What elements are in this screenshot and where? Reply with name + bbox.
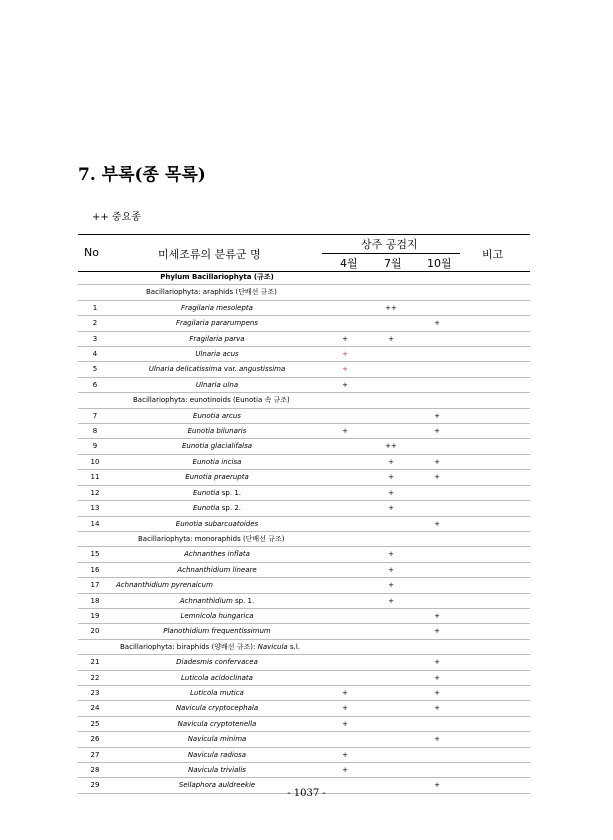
species-name [112,732,322,747]
occurrence-m10 [414,439,460,454]
text-part: Ulnaria delicatissima [148,365,222,374]
row-no: 14 [78,516,112,531]
text-part: Achnanthidium pyrenaicum [116,581,213,590]
occurrence-m10: + [414,516,460,531]
phylum-label [112,270,322,285]
header-sites-rule [322,253,460,254]
occurrence-m10: + [414,701,460,716]
occurrence-m7 [368,347,414,362]
species-table [78,270,530,794]
table-row [78,408,530,423]
text-part: Bacillariophyta: eunotinoids (Eunotia 속 규조) [133,396,290,405]
note-cell [460,470,530,485]
table-row [78,501,530,516]
text-part: var. [221,365,239,374]
occurrence-m10 [414,747,460,762]
group-label [78,285,530,300]
text-part: sp. 1. [219,488,241,497]
occurrence-m10: + [414,424,460,439]
text-part: Sellaphora auldreekie [178,781,256,790]
occurrence-m10: + [414,670,460,685]
note-cell [460,608,530,623]
species-name [112,763,322,778]
text-part: Eunotia [192,488,220,497]
text-part: Eunotia incisa [192,457,242,466]
empty-cell [460,270,530,285]
species-name [112,501,322,516]
occurrence-m7 [368,655,414,670]
text-part: Achnanthidium lineare [177,565,257,574]
table-row [78,331,530,346]
row-no: 23 [78,685,112,700]
header-no: No [84,246,99,259]
page-title: 7. 부록(종 목록) [78,165,206,185]
occurrence-m4 [322,562,368,577]
table-row [78,578,530,593]
species-name [112,362,322,377]
note-cell [460,485,530,500]
text-part: Lemnicola hungarica [180,611,254,620]
text-part: Ulnaria acus [195,350,239,359]
occurrence-m4 [322,624,368,639]
occurrence-m4 [322,608,368,623]
row-no: 8 [78,424,112,439]
occurrence-m4: + [322,763,368,778]
species-name [112,624,322,639]
group-label [78,531,530,546]
row-no: 28 [78,763,112,778]
occurrence-m4: + [322,362,368,377]
row-no: 3 [78,331,112,346]
note-cell [460,347,530,362]
species-name [112,331,322,346]
text-part: Eunotia bilunaris [187,427,247,436]
note-cell [460,362,530,377]
note-cell [460,547,530,562]
occurrence-m7: + [368,501,414,516]
occurrence-m7 [368,670,414,685]
occurrence-m7 [368,716,414,731]
text-part: Achnanthidium [179,596,233,605]
species-name [112,716,322,731]
table-row [78,716,530,731]
table-row [78,562,530,577]
table-row [78,732,530,747]
table-row [78,362,530,377]
text-part: Navicula radiosa [187,750,247,759]
species-name [112,408,322,423]
table-row [78,624,530,639]
occurrence-m7: + [368,454,414,469]
occurrence-m10: + [414,408,460,423]
note-cell [460,732,530,747]
row-no: 17 [78,578,112,593]
occurrence-m7: + [368,562,414,577]
table-row [78,316,530,331]
note-cell [460,624,530,639]
occurrence-m10: + [414,454,460,469]
occurrence-m4 [322,578,368,593]
occurrence-m7: + [368,470,414,485]
occurrence-m4 [322,454,368,469]
row-no: 11 [78,470,112,485]
occurrence-m7 [368,316,414,331]
text-part: Eunotia subarcuatoides [175,519,259,528]
row-no: 25 [78,716,112,731]
text-part: Planothidium frequentissimum [163,627,271,636]
table-row [78,547,530,562]
occurrence-m10 [414,331,460,346]
legend-important-species: ++ 중요종 [92,212,141,223]
row-no: 18 [78,593,112,608]
text-part: Eunotia praerupta [185,473,249,482]
text-part: Eunotia glacialifalsa [181,442,253,451]
table-row [78,300,530,315]
occurrence-m7 [368,763,414,778]
text-part: s.l. [287,642,301,651]
occurrence-m7 [368,408,414,423]
species-name [112,747,322,762]
note-cell [460,300,530,315]
row-no: 2 [78,316,112,331]
species-name [112,516,322,531]
text-part: Ulnaria ulna [195,380,239,389]
text-part: Bacillariophyta: monoraphids (단배선 규조) [138,534,285,543]
text-part: Navicula trivialis [188,766,246,774]
note-cell [460,377,530,392]
note-cell [460,562,530,577]
table-row [78,454,530,469]
occurrence-m7: + [368,593,414,608]
occurrence-m10 [414,485,460,500]
row-no [78,270,112,285]
row-no: 26 [78,732,112,747]
species-name [112,685,322,700]
occurrence-m7: ++ [368,439,414,454]
occurrence-m7: + [368,331,414,346]
note-cell [460,655,530,670]
note-cell [460,716,530,731]
text-part: Fragilaria pararumpens [175,319,259,328]
row-no: 15 [78,547,112,562]
occurrence-m4: + [322,701,368,716]
species-name [112,547,322,562]
group-row [78,531,530,546]
table-row [78,593,530,608]
table-row [78,670,530,685]
occurrence-m10 [414,578,460,593]
table-row [78,763,530,778]
row-no: 7 [78,408,112,423]
text-part: Eunotia [192,504,220,513]
row-no: 24 [78,701,112,716]
row-no: 5 [78,362,112,377]
group-row [78,285,530,300]
occurrence-m7 [368,608,414,623]
note-cell [460,701,530,716]
row-no: 10 [78,454,112,469]
species-name [112,670,322,685]
table-row [78,377,530,392]
table-row [78,470,530,485]
table-row [78,701,530,716]
text-part: Navicula [257,642,288,651]
species-name [112,377,322,392]
occurrence-m10 [414,377,460,392]
occurrence-m10 [414,300,460,315]
text-part: Bacillariophyta: biraphids (양배선 규조): [120,642,258,651]
occurrence-m7 [368,685,414,700]
occurrence-m4 [322,408,368,423]
text-part: Fragilaria mesolepta [181,303,253,312]
table-row [78,516,530,531]
species-name [112,347,322,362]
occurrence-m10: + [414,685,460,700]
row-no: 21 [78,655,112,670]
note-cell [460,747,530,762]
table-row [78,655,530,670]
occurrence-m7 [368,377,414,392]
note-cell [460,516,530,531]
empty-cell [414,270,460,285]
row-no: 29 [78,778,112,793]
text-part: Fragilaria parva [189,334,245,343]
text-part: Navicula minima [187,735,247,744]
text-part: sp. 2. [219,504,241,513]
empty-cell [322,270,368,285]
row-no: 1 [78,300,112,315]
occurrence-m7: + [368,485,414,500]
header-taxon: 미세조류의 분류군 명 [158,248,261,261]
header-note: 비고 [482,248,504,261]
occurrence-m7 [368,747,414,762]
row-no: 9 [78,439,112,454]
row-no: 6 [78,377,112,392]
occurrence-m10: + [414,470,460,485]
occurrence-m4: + [322,424,368,439]
species-name [112,316,322,331]
row-no: 16 [78,562,112,577]
occurrence-m10 [414,501,460,516]
note-cell [460,408,530,423]
occurrence-m7 [368,362,414,377]
species-name [112,470,322,485]
text-part: sp. 1. [232,596,255,605]
row-no: 20 [78,624,112,639]
text-part: Luticola acidoclinata [181,673,253,682]
occurrence-m10 [414,562,460,577]
occurrence-m7: + [368,578,414,593]
occurrence-m10: + [414,624,460,639]
occurrence-m4 [322,732,368,747]
note-cell [460,439,530,454]
text-part: Navicula cryptotenella [177,719,257,728]
occurrence-m7 [368,516,414,531]
occurrence-m10: + [414,316,460,331]
header-month-4: 4월 [340,257,358,270]
occurrence-m4 [322,501,368,516]
species-table-body [78,270,530,793]
row-no: 22 [78,670,112,685]
note-cell [460,670,530,685]
occurrence-m4 [322,439,368,454]
table-row [78,439,530,454]
occurrence-m4: + [322,377,368,392]
note-cell [460,578,530,593]
text-part: Diadesmis confervacea [176,658,258,667]
occurrence-m4 [322,547,368,562]
phylum-text: Phylum Bacillariophyta (규조) [160,273,274,281]
occurrence-m4 [322,485,368,500]
occurrence-m4 [322,655,368,670]
species-name [112,439,322,454]
occurrence-m10 [414,763,460,778]
row-no: 27 [78,747,112,762]
note-cell [460,454,530,469]
group-label [78,639,530,654]
species-name [112,424,322,439]
occurrence-m4 [322,470,368,485]
group-row [78,639,530,654]
occurrence-m10: + [414,778,460,793]
species-name [112,578,322,593]
species-name [112,608,322,623]
occurrence-m10: + [414,655,460,670]
row-no: 13 [78,501,112,516]
note-cell [460,593,530,608]
occurrence-m10 [414,347,460,362]
note-cell [460,424,530,439]
table-row [78,747,530,762]
note-cell [460,763,530,778]
species-name [112,655,322,670]
text-part: Eunotia arcus [193,411,241,420]
occurrence-m7 [368,701,414,716]
occurrence-m4 [322,316,368,331]
occurrence-m4: + [322,685,368,700]
species-name [112,485,322,500]
table-row [78,485,530,500]
occurrence-m7: ++ [368,300,414,315]
occurrence-m4: + [322,747,368,762]
occurrence-m4: + [322,331,368,346]
occurrence-m10 [414,716,460,731]
group-row [78,393,530,408]
occurrence-m4: + [322,716,368,731]
phylum-row [78,270,530,285]
species-name [112,701,322,716]
occurrence-m4 [322,593,368,608]
occurrence-m4 [322,300,368,315]
text-part: angustissima [239,365,286,374]
text-part: Bacillariophyta: araphids (단배선 규조) [146,288,277,297]
note-cell [460,331,530,346]
occurrence-m4 [322,516,368,531]
row-no: 19 [78,608,112,623]
header-month-7: 7월 [384,257,402,270]
header-sites: 상주 공검지 [361,238,418,251]
occurrence-m10 [414,362,460,377]
species-name [112,454,322,469]
species-name [112,562,322,577]
group-label [78,393,530,408]
occurrence-m10: + [414,732,460,747]
note-cell [460,685,530,700]
occurrence-m10 [414,593,460,608]
occurrence-m4: + [322,347,368,362]
row-no: 4 [78,347,112,362]
row-no: 12 [78,485,112,500]
page-number: - 1037 - [287,788,326,799]
note-cell [460,501,530,516]
occurrence-m7 [368,624,414,639]
table-row [78,347,530,362]
occurrence-m7 [368,424,414,439]
occurrence-m7 [368,732,414,747]
header-month-10: 10월 [427,257,452,270]
occurrence-m10 [414,547,460,562]
occurrence-m10: + [414,608,460,623]
note-cell [460,316,530,331]
occurrence-m7: + [368,547,414,562]
table-row [78,608,530,623]
empty-cell [368,270,414,285]
occurrence-m4 [322,670,368,685]
text-part: Navicula cryptocephala [175,704,259,713]
table-header [78,234,530,272]
text-part: Luticola mutica [190,688,244,697]
species-name [112,300,322,315]
table-row [78,685,530,700]
text-part: Achnanthes inflata [184,550,250,559]
table-row [78,424,530,439]
species-name [112,593,322,608]
